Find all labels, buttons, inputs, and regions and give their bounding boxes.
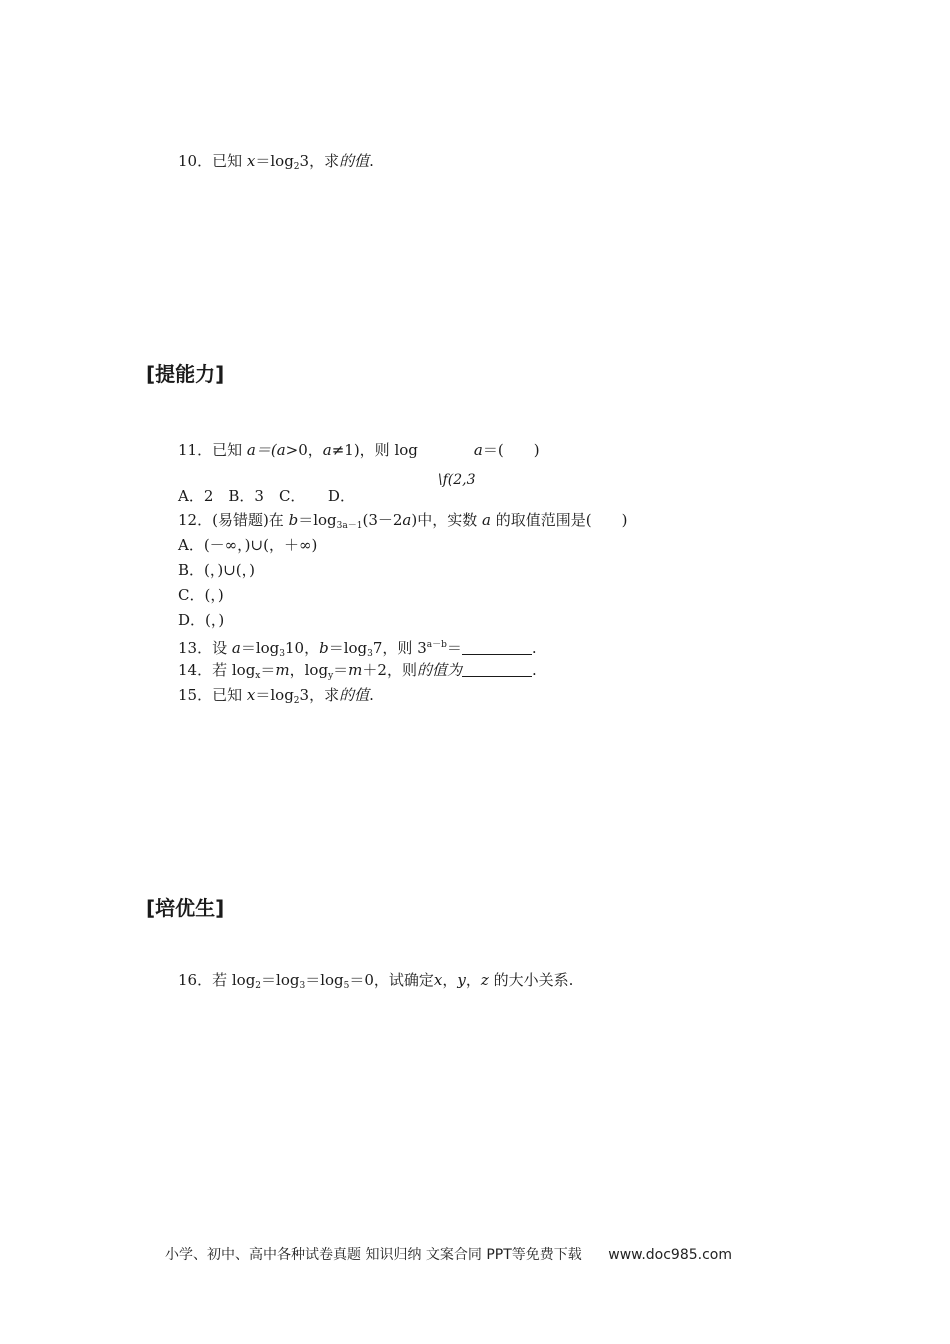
question-14: 14．若 $\log_x=m$，$\log_y=m+2$，则的值为 . [178, 661, 537, 681]
question-13: 13．设 $a=\log_310$，$b=\log_37$，则 $3^{a-b}=$ . [178, 639, 537, 659]
question-16: 16．若 $\log_2=\log_3=\log_5=0$，试确定x，y，z 的大小关系. [178, 971, 574, 991]
section-heading-ability: [提能力] [146, 362, 225, 386]
footer-url: www.doc985.com [608, 1247, 732, 1263]
section-heading-excellence: [培优生] [146, 896, 225, 920]
question-11-options: A．2 B．3 C． D． [178, 487, 355, 505]
question-12: 12．(易错题)在 $b=\log_{3a-1}(3-2a)$中，实数 a 的取值范围是( ) [178, 511, 628, 531]
question-12-option-b: B．(，)∪(，) [178, 561, 255, 579]
question-12-option-d: D．(，) [178, 611, 225, 629]
footer-text: 小学、初中、高中各种试卷真题 知识归纳 文案合同 PPT等免费下载 [165, 1247, 582, 1263]
answer-blank [462, 662, 532, 677]
answer-blank [462, 640, 532, 655]
question-12-option-c: C．(，) [178, 586, 224, 604]
question-11: 11．已知 a＝(a>0，a≠1)，则 log \f(2,3 a＝( ) [178, 441, 540, 488]
page-footer [165, 1244, 732, 1264]
question-15: 15．已知 $x=\log_23$，求的值. [178, 686, 374, 706]
question-12-option-a: A．(－∞，)∪(，＋∞) [178, 536, 318, 554]
question-10: 10．已知 $x=\log_23$，求的值. [178, 152, 374, 172]
